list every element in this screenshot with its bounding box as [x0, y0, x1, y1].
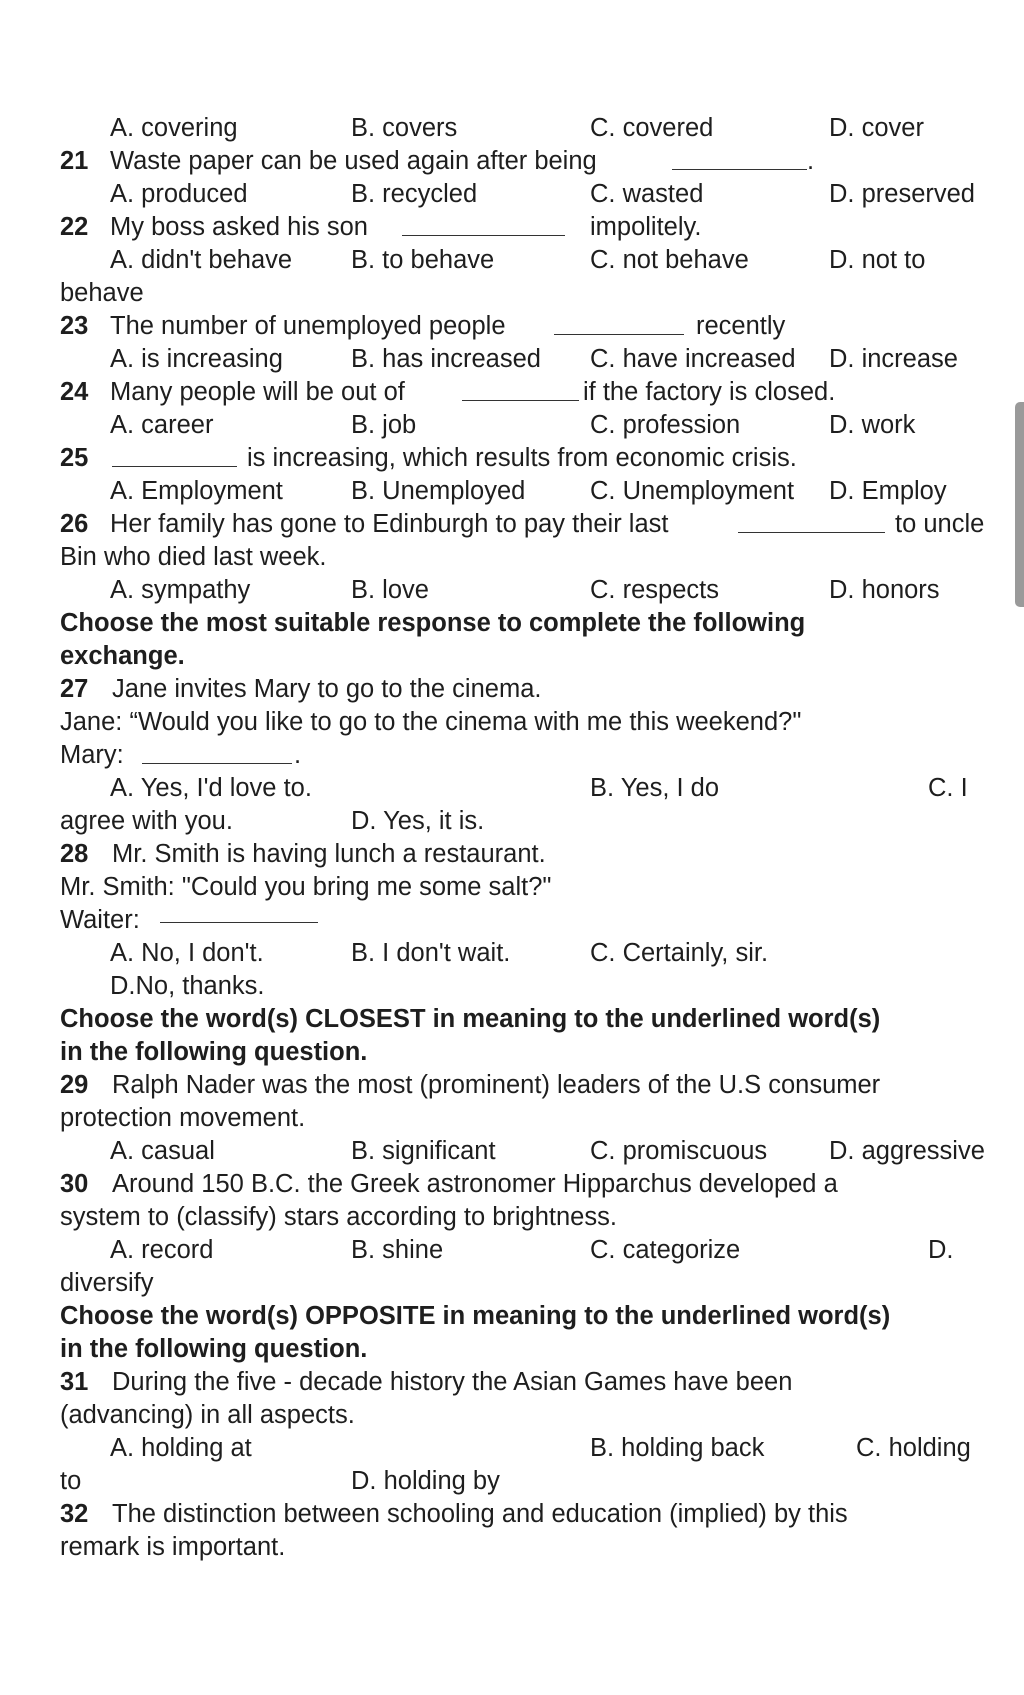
q30-stem-line2 — [0, 1201, 1024, 1234]
q29-option-c: C. promiscuous — [590, 1137, 768, 1165]
q23-text-before: The number of unemployed people — [110, 312, 506, 340]
q27-options-wrap — [0, 805, 1024, 838]
q31-text: During the five - decade history the Asian Games have been — [112, 1368, 793, 1396]
q29-number: 29 — [60, 1071, 89, 1099]
q26-stem-line2 — [0, 541, 1024, 574]
q27-options — [0, 772, 1024, 805]
q29-options — [0, 1135, 1024, 1168]
q22-text-before: My boss asked his son — [110, 213, 368, 241]
q21-number: 21 — [60, 147, 89, 175]
q26-stem — [0, 508, 1024, 541]
q30-options — [0, 1234, 1024, 1267]
section-heading-response-line2 — [0, 640, 1024, 673]
q31-option-c: C. holding — [856, 1434, 971, 1462]
q21-option-d: D. preserved — [829, 180, 975, 208]
q28-blank — [160, 898, 318, 923]
q27-jane-line — [0, 706, 1024, 739]
q26-option-b: B. love — [351, 576, 429, 604]
q28-text: Mr. Smith is having lunch a restaurant. — [112, 840, 546, 868]
q23-stem — [0, 310, 1024, 343]
q32-stem — [0, 1498, 1024, 1531]
q31-options — [0, 1432, 1024, 1465]
q31-options-wrap — [0, 1465, 1024, 1498]
q28-stem — [0, 838, 1024, 871]
q22-number: 22 — [60, 213, 89, 241]
q23-text-after: recently — [696, 312, 786, 340]
section2-line2: in the following question. — [60, 1038, 368, 1066]
q29-option-d: D. aggressive — [829, 1137, 985, 1165]
q24-text-after: if the factory is closed. — [583, 378, 836, 406]
q30-option-d: D. — [928, 1236, 954, 1264]
q23-option-a: A. is increasing — [110, 345, 283, 373]
q21-option-c: C. wasted — [590, 180, 704, 208]
q24-blank — [462, 376, 579, 401]
q24-option-a: A. career — [110, 411, 214, 439]
q30-option-d-continued: diversify — [60, 1269, 154, 1297]
q21-options — [0, 178, 1024, 211]
q29-option-a: A. casual — [110, 1137, 215, 1165]
q26-text-before: Her family has gone to Edinburgh to pay their last — [110, 510, 669, 538]
q24-stem — [0, 376, 1024, 409]
q30-stem — [0, 1168, 1024, 1201]
q29-text: Ralph Nader was the most (prominent) leaders of the U.S consumer — [112, 1071, 881, 1099]
q32-text: The distinction between schooling and education (implied) by this — [112, 1500, 848, 1528]
q26-blank — [738, 508, 885, 533]
q23-option-d: D. increase — [829, 345, 958, 373]
q28-option-b: B. I don't wait. — [351, 939, 511, 967]
q23-options — [0, 343, 1024, 376]
q22-stem — [0, 211, 1024, 244]
q20-option-d: D. cover — [829, 114, 924, 142]
q22-options-wrap — [0, 277, 1024, 310]
q31-option-a: A. holding at — [110, 1434, 252, 1462]
q22-option-d-continued: behave — [60, 279, 144, 307]
section-heading-closest — [0, 1003, 1024, 1036]
q27-option-c: C. I — [928, 774, 968, 802]
q26-option-d: D. honors — [829, 576, 940, 604]
q27-option-b: B. Yes, I do — [590, 774, 720, 802]
section1-line2: exchange. — [60, 642, 185, 670]
q31-number: 31 — [60, 1368, 89, 1396]
q26-text-line2: Bin who died last week. — [60, 543, 327, 571]
q31-stem — [0, 1366, 1024, 1399]
q29-text-line2: protection movement. — [60, 1104, 306, 1132]
q28-waiter-line — [0, 904, 1024, 937]
q24-options — [0, 409, 1024, 442]
q20-option-c: C. covered — [590, 114, 714, 142]
q28-option-d: D.No, thanks. — [110, 972, 265, 1000]
q26-options — [0, 574, 1024, 607]
q30-text-line2: system to (classify) stars according to brightness. — [60, 1203, 617, 1231]
q27-jane: Jane: “Would you like to go to the cinema with me this weekend?" — [60, 708, 802, 736]
q29-stem-line2 — [0, 1102, 1024, 1135]
q22-options — [0, 244, 1024, 277]
q21-text-after: . — [807, 147, 815, 175]
q25-stem — [0, 442, 1024, 475]
q31-text-line2: (advancing) in all aspects. — [60, 1401, 355, 1429]
q28-number: 28 — [60, 840, 89, 868]
q24-option-d: D. work — [829, 411, 916, 439]
q27-stem — [0, 673, 1024, 706]
q31-option-b: B. holding back — [590, 1434, 765, 1462]
q29-stem — [0, 1069, 1024, 1102]
q25-option-c: C. Unemployment — [590, 477, 795, 505]
q25-option-b: B. Unemployed — [351, 477, 526, 505]
q25-options — [0, 475, 1024, 508]
q27-option-a: A. Yes, I'd love to. — [110, 774, 312, 802]
q20-options — [0, 112, 1024, 145]
q21-text-before: Waste paper can be used again after being — [110, 147, 597, 175]
q28-waiter: Waiter: — [60, 906, 140, 934]
q28-smith-line — [0, 871, 1024, 904]
q30-option-c: C. categorize — [590, 1236, 741, 1264]
q23-blank — [554, 310, 684, 335]
q26-number: 26 — [60, 510, 89, 538]
section2-line1: Choose the word(s) CLOSEST in meaning to the underlined word(s) — [60, 1005, 881, 1033]
q21-option-b: B. recycled — [351, 180, 478, 208]
q20-option-b: B. covers — [351, 114, 458, 142]
section-heading-closest-line2 — [0, 1036, 1024, 1069]
section-heading-opposite — [0, 1300, 1024, 1333]
q26-option-c: C. respects — [590, 576, 719, 604]
q27-mary-line — [0, 739, 1024, 772]
section-heading-opposite-line2 — [0, 1333, 1024, 1366]
q27-option-d: D. Yes, it is. — [351, 807, 485, 835]
q22-option-d: D. not to — [829, 246, 926, 274]
section1-line1: Choose the most suitable response to complete the following — [60, 609, 806, 637]
q30-text: Around 150 B.C. the Greek astronomer Hipparchus developed a — [112, 1170, 838, 1198]
q21-stem — [0, 145, 1024, 178]
q22-option-a: A. didn't behave — [110, 246, 293, 274]
q27-mary: Mary: — [60, 741, 124, 769]
q27-option-c-continued: agree with you. — [60, 807, 233, 835]
scroll-edge-handle[interactable] — [1015, 402, 1024, 607]
q21-blank — [672, 145, 807, 170]
q30-options-wrap — [0, 1267, 1024, 1300]
q25-blank — [112, 442, 237, 467]
q29-option-b: B. significant — [351, 1137, 496, 1165]
section3-line1: Choose the word(s) OPPOSITE in meaning to the underlined word(s) — [60, 1302, 891, 1330]
q28-options — [0, 937, 1024, 970]
q24-option-b: B. job — [351, 411, 417, 439]
q27-mary-after: . — [294, 741, 302, 769]
q30-number: 30 — [60, 1170, 89, 1198]
q26-text-after: to uncle — [895, 510, 985, 538]
q28-smith: Mr. Smith: "Could you bring me some salt?" — [60, 873, 552, 901]
q27-blank — [142, 739, 292, 764]
q26-option-a: A. sympathy — [110, 576, 251, 604]
q32-stem-line2 — [0, 1531, 1024, 1564]
q25-text-after: is increasing, which results from economic crisis. — [247, 444, 797, 472]
q32-number: 32 — [60, 1500, 89, 1528]
q24-number: 24 — [60, 378, 89, 406]
q31-stem-line2 — [0, 1399, 1024, 1432]
q30-option-b: B. shine — [351, 1236, 444, 1264]
q23-option-c: C. have increased — [590, 345, 796, 373]
q28-option-a: A. No, I don't. — [110, 939, 264, 967]
q20-option-a: A. covering — [110, 114, 238, 142]
q25-number: 25 — [60, 444, 89, 472]
q21-option-a: A. produced — [110, 180, 248, 208]
q24-text-before: Many people will be out of — [110, 378, 405, 406]
q30-option-a: A. record — [110, 1236, 214, 1264]
q27-number: 27 — [60, 675, 89, 703]
q31-option-c-continued: to — [60, 1467, 82, 1495]
q25-option-d: D. Employ — [829, 477, 947, 505]
q23-number: 23 — [60, 312, 89, 340]
q27-text: Jane invites Mary to go to the cinema. — [112, 675, 542, 703]
q32-text-line2: remark is important. — [60, 1533, 286, 1561]
section3-line2: in the following question. — [60, 1335, 368, 1363]
q22-blank — [402, 211, 565, 236]
q28-options-wrap — [0, 970, 1024, 1003]
q24-option-c: C. profession — [590, 411, 741, 439]
q22-option-b: B. to behave — [351, 246, 495, 274]
q23-option-b: B. has increased — [351, 345, 541, 373]
q25-option-a: A. Employment — [110, 477, 283, 505]
section-heading-response — [0, 607, 1024, 640]
q28-option-c: C. Certainly, sir. — [590, 939, 769, 967]
q22-option-c: C. not behave — [590, 246, 749, 274]
q22-text-after: impolitely. — [590, 213, 702, 241]
q31-option-d: D. holding by — [351, 1467, 500, 1495]
